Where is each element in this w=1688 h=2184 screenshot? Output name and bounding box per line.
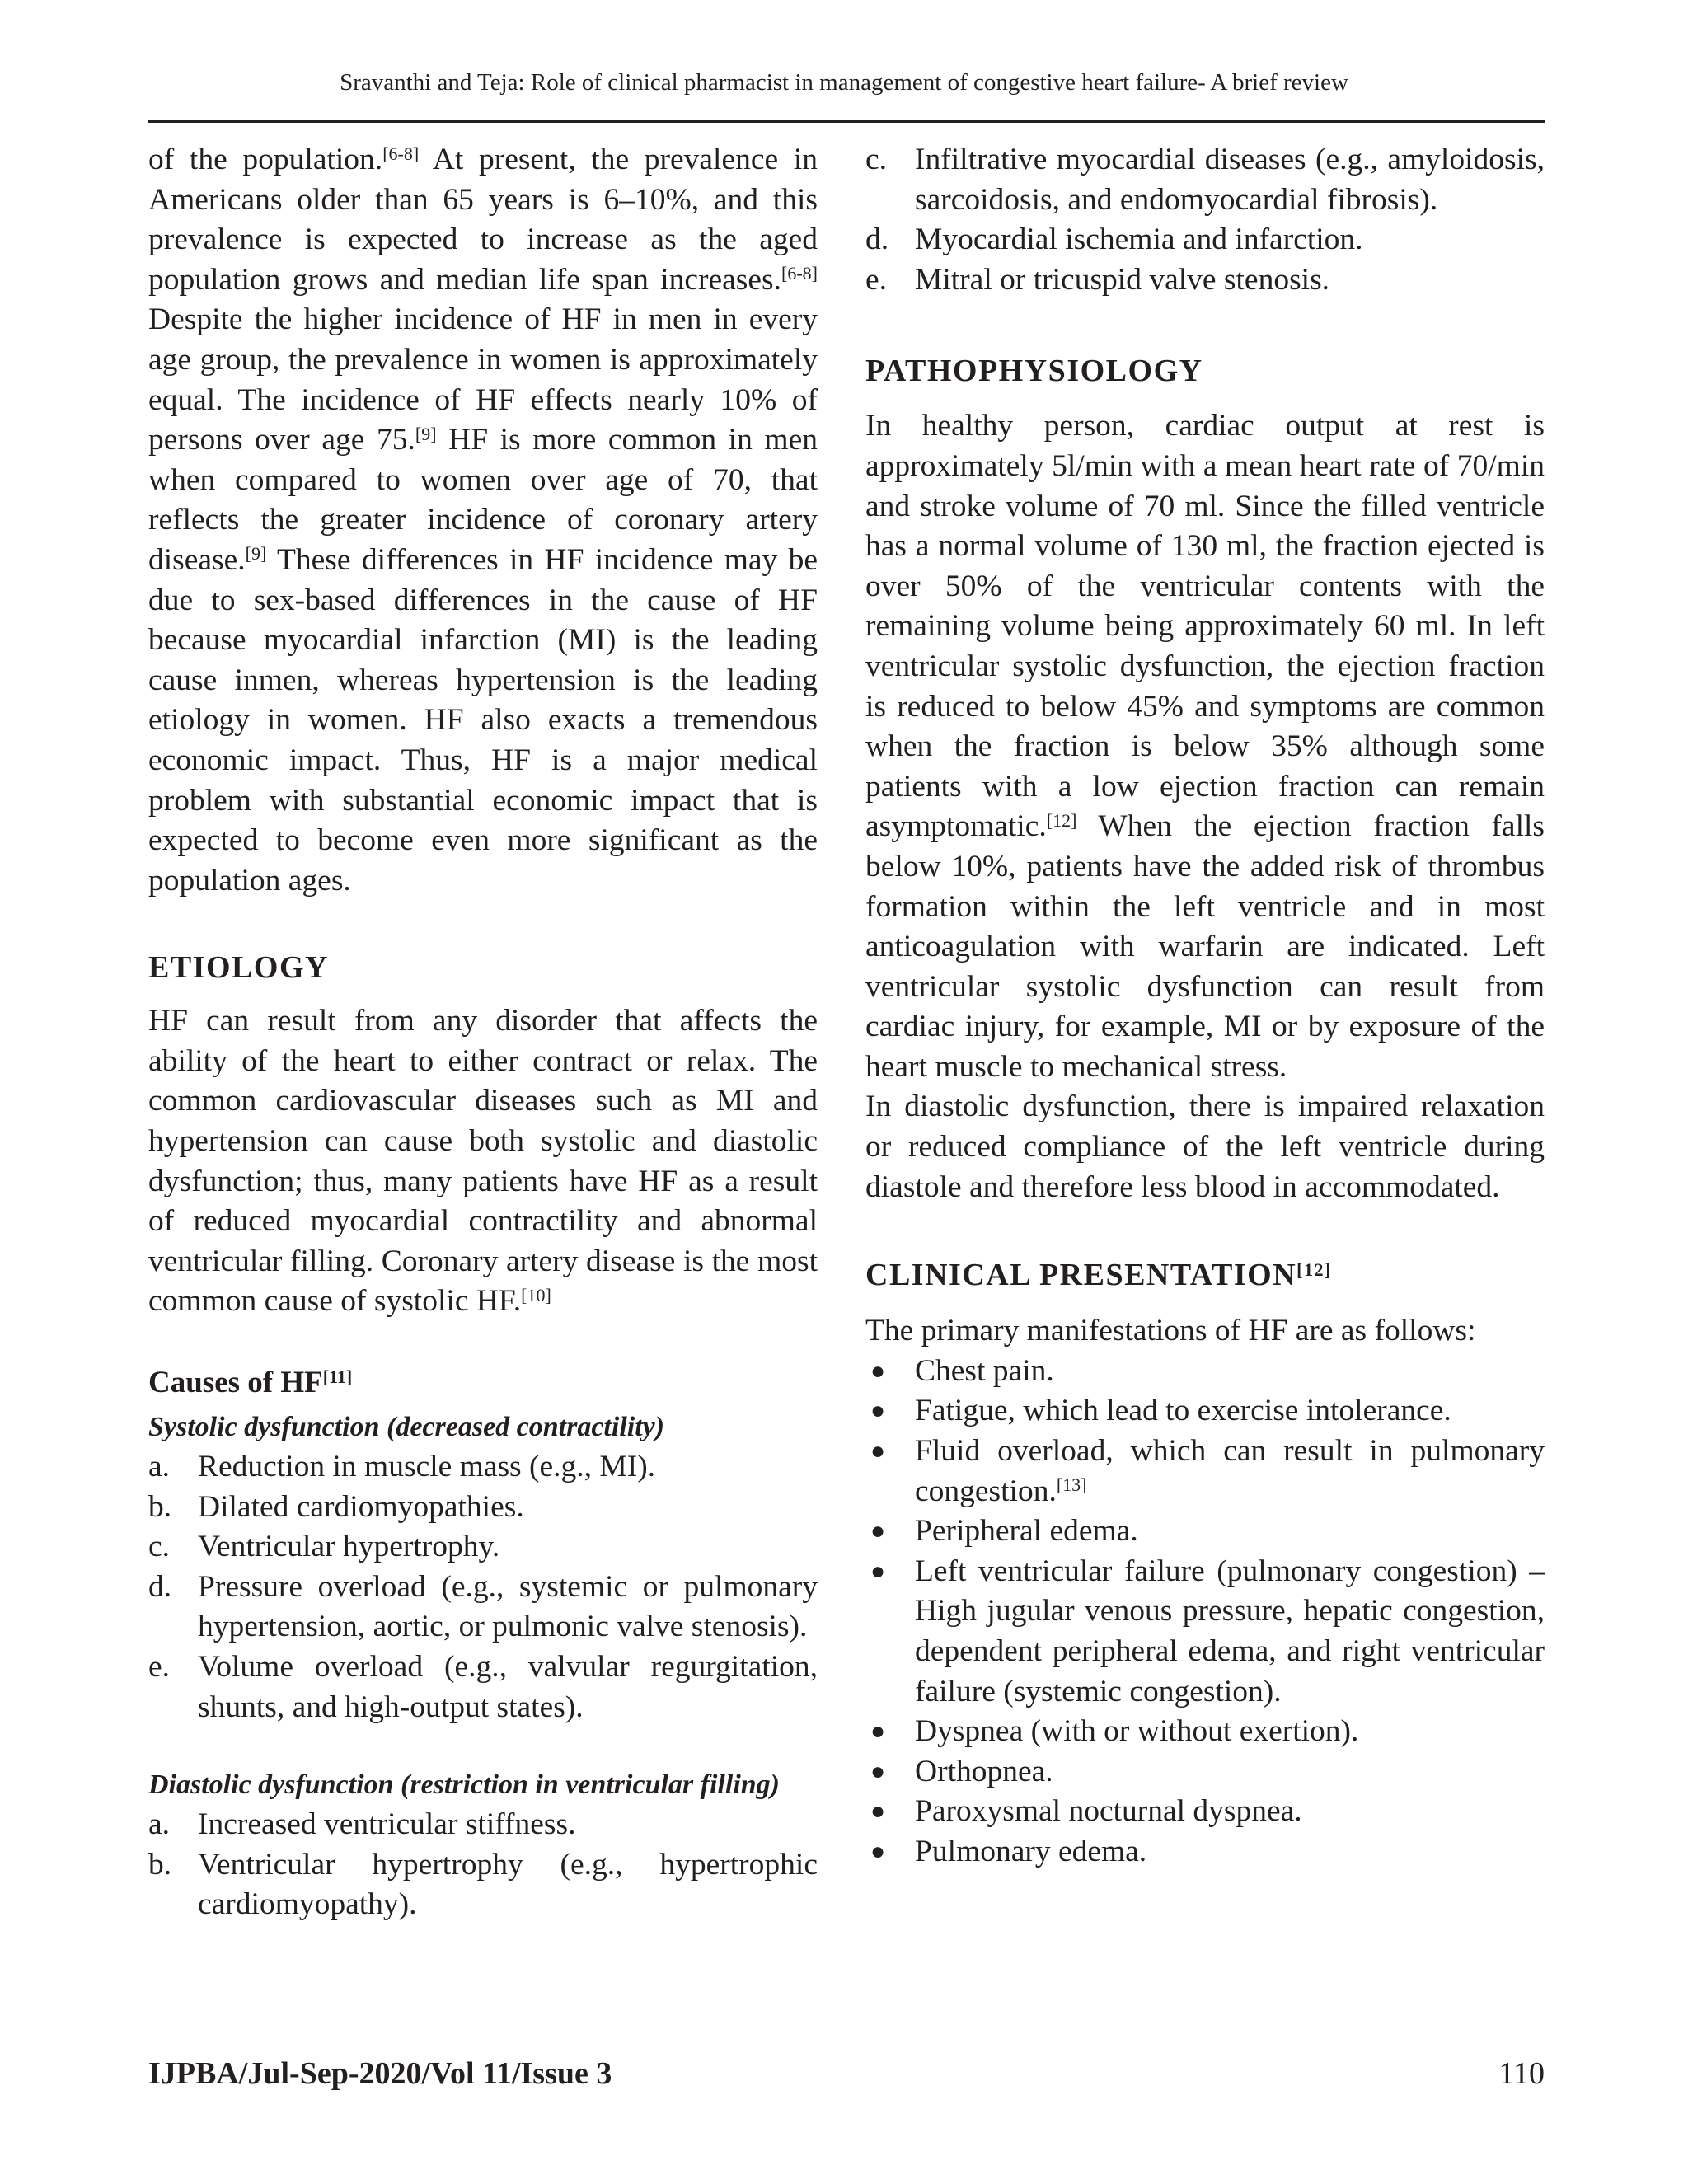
list-item-text: Ventricular hypertrophy.: [198, 1530, 500, 1564]
diastolic-cause-item: [865, 260, 1545, 301]
list-item-text: Dilated cardiomyopathies.: [198, 1489, 524, 1524]
systolic-cause-item: [148, 1447, 818, 1488]
manifestation-text: Peripheral edema.: [915, 1514, 1138, 1549]
list-item-text: Increased ventricular stiffness.: [198, 1807, 576, 1842]
manifestation-text: Fluid overload, which can result in pulmonary congestion.: [915, 1434, 1545, 1508]
manifestation-item: [865, 1552, 1545, 1712]
manifestations-list: [865, 1352, 1545, 1872]
manifestation-item: [865, 1432, 1545, 1511]
list-item-text: Mitral or tricuspid valve stenosis.: [915, 262, 1330, 297]
running-header: Sravanthi and Teja: Role of clinical pharmacist in management of congestive heart failure- A brief review: [340, 69, 1348, 96]
manifestation-item: [865, 1792, 1545, 1832]
right-column: [865, 140, 1545, 1872]
pathophysiology-paragraph-1: In healthy person, cardiac output at rest is approximately 5l/min with a mean heart rate of 70/min and stroke volume of 70 ml. Since the filled ventricle has a normal volume of 130 ml, the fraction ejected is over 50% of the ventricular contents with the remaining volume being approximately 60 ml. In left ventricular systolic dysfunction, the ejection fraction is reduced to below 45% and symptoms are common when the fraction is below 35% although some patients with a low ejection fraction can remain asymptomatic.[12] When the ejection fraction falls below 10%, patients have the added risk of thrombus formation within the left ventricle and in most anticoagulation with warfarin are indicated. Left ventricular systolic dysfunction can result from cardiac injury, for example, MI or by exposure of the heart muscle to mechanical stress.: [865, 409, 1545, 1084]
pathophysiology-paragraph-2: In diastolic dysfunction, there is impaired relaxation or reduced compliance of the left ventricle during diastole and therefore less blood in accommodated.: [865, 1090, 1545, 1204]
causes-heading: Causes of HF[11]: [148, 1366, 353, 1400]
manifestation-text: Fatigue, which lead to exercise intolerance.: [915, 1394, 1451, 1428]
list-item-text: Volume overload (e.g., valvular regurgitation, shunts, and high-output states).: [198, 1650, 818, 1724]
diastolic-causes-list-continued: [865, 140, 1545, 300]
intro-paragraph: of the population.[6-8] At present, the prevalence in Americans older than 65 years is 6–10%, and this prevalence is expected to increase as the aged population grows and median life span increases.[6-8] Despite the higher incidence of HF in men in every age group, the prevalence in women is approximately equal. The incidence of HF effects nearly 10% of persons over age 75.[9] HF is more common in men when compared to women over age of 70, that reflects the greater incidence of coronary artery disease.[9] These differences in HF incidence may be due to sex-based differences in the cause of HF because myocardial infarction (MI) is the leading cause inmen, whereas hypertension is the leading etiology in women. HF also exacts a tremendous economic impact. Thus, HF is a major medical problem with substantial economic impact that is expected to become even more significant as the population ages.: [148, 143, 818, 898]
systolic-subheading: Systolic dysfunction (decreased contractility): [148, 1412, 665, 1443]
list-item-text: Infiltrative myocardial diseases (e.g., amyloidosis, sarcoidosis, and endomyocardial fibrosis).: [915, 143, 1545, 217]
manifestation-text: Orthopnea.: [915, 1754, 1053, 1788]
manifestation-item: [865, 1832, 1545, 1872]
diastolic-causes-list: [148, 1805, 818, 1925]
list-item-text: Pressure overload (e.g., systemic or pulmonary hypertension, aortic, or pulmonic valve stenosis).: [198, 1569, 818, 1644]
bullet-icon: ●: [870, 1757, 886, 1785]
etiology-paragraph: HF can result from any disorder that affects the ability of the heart to either contract or relax. The common cardiovascular diseases such as MI and hypertension can cause both systolic and diastolic dysfunction; thus, many patients have HF as a result of reduced myocardial contractility and abnormal ventricular filling. Coronary artery disease is the most common cause of systolic HF.[10]: [148, 1004, 818, 1319]
list-marker: e.: [865, 262, 888, 297]
manifestation-item: [865, 1511, 1545, 1552]
list-marker: d.: [148, 1569, 172, 1604]
list-marker: b.: [148, 1489, 172, 1524]
bullet-icon: ●: [870, 1718, 886, 1746]
list-marker: c.: [865, 143, 888, 176]
header-rule: [148, 120, 1545, 123]
diastolic-cause-item: [148, 1805, 818, 1845]
manifestation-item: [865, 1352, 1545, 1392]
manifestation-text: Dyspnea (with or without exertion).: [915, 1714, 1359, 1749]
list-marker: a.: [148, 1450, 171, 1484]
systolic-cause-item: [148, 1568, 818, 1647]
manifestation-item: [865, 1752, 1545, 1793]
systolic-cause-item: [148, 1488, 818, 1528]
list-item-text: Reduction in muscle mass (e.g., MI).: [198, 1450, 656, 1484]
etiology-heading: ETIOLOGY: [148, 950, 329, 986]
systolic-cause-item: [148, 1647, 818, 1727]
pathophysiology-heading: PATHOPHYSIOLOGY: [865, 354, 1203, 389]
manifestation-text: Pulmonary edema.: [915, 1834, 1147, 1868]
left-column: [148, 140, 818, 1925]
diastolic-cause-item: [148, 1845, 818, 1925]
manifestation-item: [865, 1391, 1545, 1432]
bullet-icon: ●: [870, 1437, 886, 1465]
systolic-causes-list: [148, 1447, 818, 1727]
list-item-text: Ventricular hypertrophy (e.g., hypertrophic cardiomyopathy).: [198, 1847, 818, 1922]
bullet-icon: ●: [870, 1517, 886, 1545]
manifestation-text: Paroxysmal nocturnal dyspnea.: [915, 1794, 1302, 1829]
list-item-text: Myocardial ischemia and infarction.: [915, 223, 1363, 257]
journal-footer: IJPBA/Jul-Sep-2020/Vol 11/Issue 3: [148, 2056, 612, 2091]
diastolic-cause-item: [865, 140, 1545, 220]
list-marker: d.: [865, 223, 889, 257]
page-number: 110: [1498, 2056, 1545, 2091]
bullet-icon: ●: [870, 1837, 886, 1865]
bullet-icon: ●: [870, 1397, 886, 1425]
diastolic-subheading: Diastolic dysfunction (restriction in ventricular filling): [148, 1769, 780, 1801]
list-marker: e.: [148, 1650, 171, 1684]
manifestation-text: Chest pain.: [915, 1353, 1054, 1388]
clinical-presentation-heading: CLINICAL PRESENTATION[12]: [865, 1258, 1332, 1293]
bullet-icon: ●: [870, 1797, 886, 1825]
citation-ref: [13]: [1056, 1474, 1087, 1496]
bullet-icon: ●: [870, 1557, 886, 1585]
bullet-icon: ●: [870, 1357, 886, 1385]
manifestation-item: [865, 1712, 1545, 1752]
clinical-intro: The primary manifestations of HF are as follows:: [865, 1314, 1476, 1348]
list-marker: a.: [148, 1807, 171, 1842]
manifestation-text: Left ventricular failure (pulmonary congestion) – High jugular venous pressure, hepatic congestion, dependent peripheral edema, and right ventricular failure (systemic congestion).: [915, 1554, 1545, 1708]
list-marker: c.: [148, 1530, 171, 1564]
systolic-cause-item: [148, 1527, 818, 1568]
list-marker: b.: [148, 1847, 172, 1882]
diastolic-cause-item: [865, 220, 1545, 260]
